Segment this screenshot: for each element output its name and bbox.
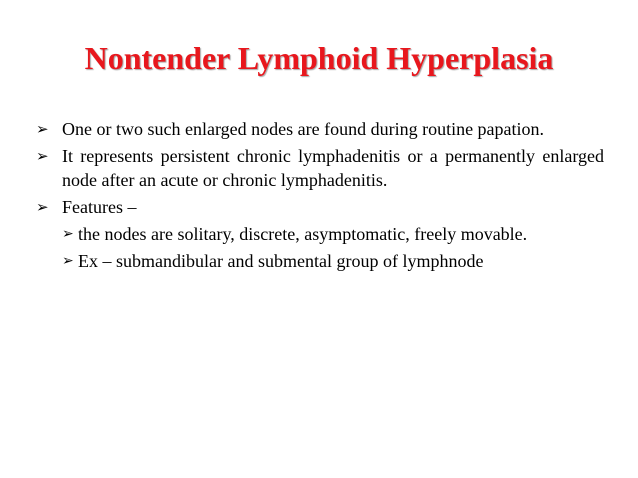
slide-title: Nontender Lymphoid Hyperplasia xyxy=(84,40,554,76)
bullet-text: It represents persistent chronic lymphadenitis or a permanently enlarged node after an acute or chronic lymphadenitis. xyxy=(62,146,604,190)
bullet-item xyxy=(36,195,604,219)
sub-bullet-item xyxy=(62,249,604,273)
bullet-text: One or two such enlarged nodes are found during routine papation. xyxy=(62,119,545,139)
sub-bullet-text: the nodes are solitary, discrete, asymptomatic, freely movable. xyxy=(78,224,528,244)
arrowhead-bullet-icon: ➢ xyxy=(36,198,49,216)
arrowhead-bullet-icon: ➢ xyxy=(62,226,74,242)
bullet-text: Features – xyxy=(62,197,137,217)
sub-bullet-item xyxy=(62,222,604,246)
bullet-item xyxy=(36,144,604,192)
arrowhead-bullet-icon: ➢ xyxy=(62,253,74,269)
arrowhead-bullet-icon: ➢ xyxy=(36,147,49,165)
bullet-item xyxy=(36,117,604,141)
arrowhead-bullet-icon: ➢ xyxy=(36,120,49,138)
bullet-list xyxy=(36,117,604,276)
sub-bullet-text: Ex – submandibular and submental group of lymphnode xyxy=(78,251,484,271)
